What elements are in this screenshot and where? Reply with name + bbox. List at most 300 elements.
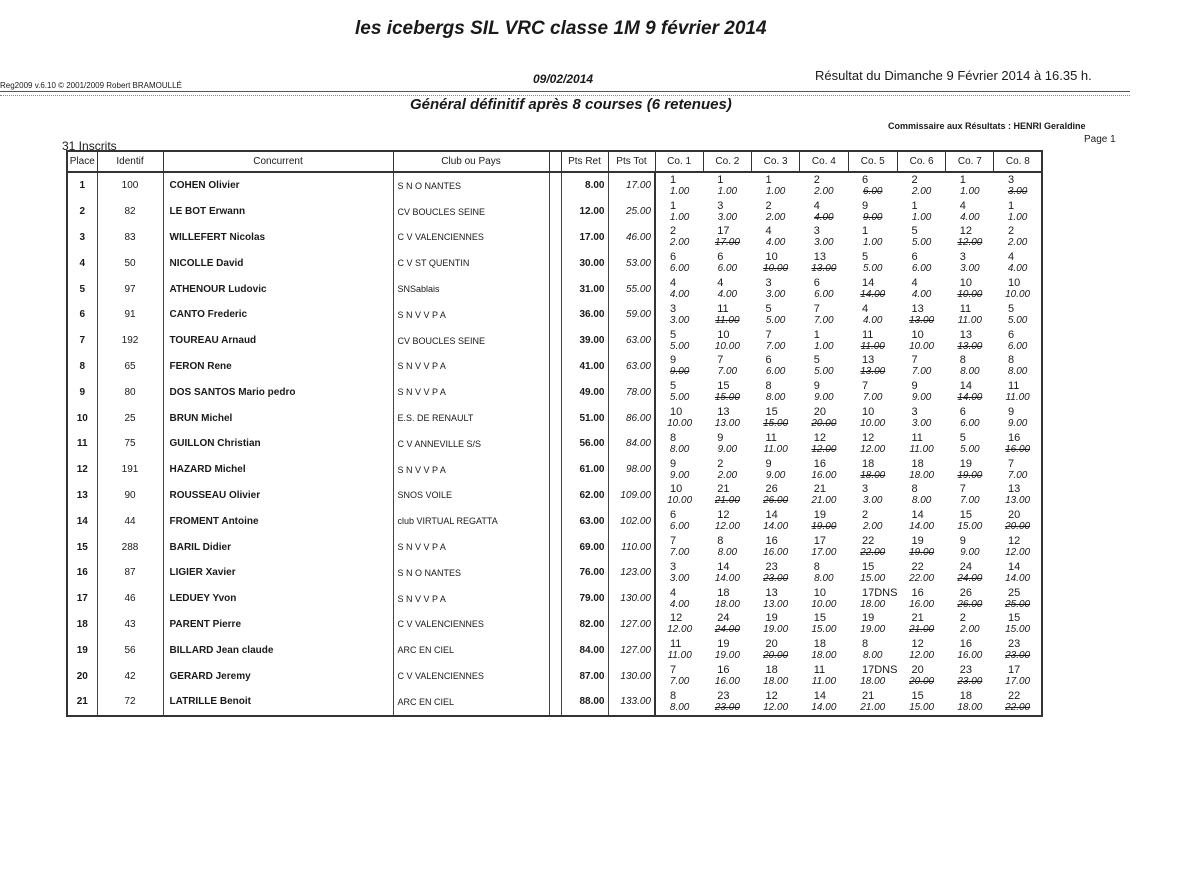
cell-course-2: [703, 508, 751, 534]
course-points: 15.00: [1005, 624, 1031, 636]
cell-course-7: [946, 431, 994, 457]
course-rank: 5: [765, 302, 772, 315]
course-points: 11.00: [811, 676, 837, 688]
cell-course-4: [800, 586, 848, 612]
header-club: Club ou Pays: [393, 151, 549, 172]
course-rank: 9: [717, 431, 724, 444]
cell-course-3: [752, 225, 800, 251]
page-title: les icebergs SIL VRC classe 1M 9 février 2014: [355, 18, 767, 39]
course-rank: 2: [1007, 225, 1015, 238]
cell-course-8: [994, 172, 1042, 199]
course-points-discarded: 23.00: [957, 676, 983, 688]
course-rank: 10: [670, 406, 683, 419]
cell-place: 12: [67, 457, 97, 483]
cell-spacer: [549, 354, 561, 380]
course-points: 7.00: [863, 392, 883, 404]
course-points: 1.00: [669, 211, 690, 223]
cell-pts-ret: 39.00: [561, 328, 608, 354]
course-points: 11.00: [667, 650, 692, 662]
cell-course-2: [703, 534, 751, 560]
course-rank: 8: [911, 483, 918, 496]
course-points: 4.00: [1007, 263, 1028, 275]
cell-course-7: [946, 172, 994, 199]
table-row: [67, 508, 1042, 534]
course-points: 9.00: [911, 392, 932, 404]
course-rank: 3: [765, 277, 772, 290]
software-credit: Reg2009 v.6.10 © 2001/2009 Robert BRAMOULLÉ: [0, 81, 182, 90]
cell-pts-tot: 86.00: [608, 405, 655, 431]
cell-place: 16: [67, 560, 97, 586]
cell-course-3: [752, 172, 800, 199]
cell-concurrent: GERARD Jeremy: [163, 663, 393, 689]
course-points: 9.00: [717, 443, 738, 455]
course-points: 13.00: [714, 418, 740, 430]
cell-course-3: [752, 508, 800, 534]
cell-club: SNSablais: [393, 276, 549, 302]
cell-course-3: [752, 431, 800, 457]
course-rank: 3: [1007, 173, 1015, 186]
course-points: 16.00: [763, 547, 789, 559]
course-rank: 11: [959, 302, 972, 315]
cell-course-6: [897, 405, 945, 431]
course-rank: 7: [1007, 457, 1015, 470]
cell-course-4: [800, 431, 848, 457]
course-points: 18.00: [860, 676, 886, 688]
course-rank: 9: [862, 199, 869, 212]
cell-club: S N V V P A: [393, 586, 549, 612]
cell-course-5: [848, 379, 897, 405]
course-points: 11.00: [763, 443, 788, 455]
cell-course-3: [752, 637, 800, 663]
course-rank: 18: [765, 664, 778, 677]
course-rank: 18: [959, 689, 972, 702]
course-points: 4.00: [717, 289, 738, 301]
cell-course-1: [655, 379, 703, 405]
course-rank: 26: [765, 483, 778, 496]
cell-course-8: [994, 199, 1042, 225]
course-rank: 13: [1007, 483, 1021, 496]
course-rank: 20: [911, 664, 924, 677]
cell-spacer: [549, 508, 561, 534]
cell-spacer: [549, 663, 561, 689]
course-rank: 19: [862, 612, 875, 625]
cell-place: 6: [67, 302, 97, 328]
course-rank: 22: [911, 560, 924, 573]
course-rank: 11: [717, 302, 729, 315]
cell-course-5: [848, 328, 897, 354]
course-points-discarded: 20.00: [909, 676, 935, 688]
header-concurrent: Concurrent: [163, 151, 393, 172]
cell-course-6: [897, 483, 945, 509]
cell-course-4: [800, 560, 848, 586]
course-rank: 4: [911, 277, 918, 290]
course-points: 16.00: [811, 469, 837, 481]
cell-pts-tot: 109.00: [608, 483, 655, 509]
cell-course-3: [752, 612, 800, 638]
table-row: [67, 302, 1042, 328]
course-points: 18.00: [714, 598, 740, 610]
cell-course-6: [897, 172, 945, 199]
cell-course-4: [800, 172, 848, 199]
course-rank: 19: [717, 638, 730, 651]
course-rank: 18: [911, 457, 924, 470]
cell-course-4: [800, 250, 848, 276]
header-co5: Co. 5: [848, 151, 897, 172]
course-points: 18.00: [909, 469, 935, 481]
course-rank: 11: [911, 431, 923, 444]
cell-course-2: [703, 379, 751, 405]
course-rank: 9: [670, 457, 677, 470]
cell-spacer: [549, 172, 561, 199]
cell-pts-ret: 51.00: [561, 405, 608, 431]
course-points: 9.00: [960, 547, 980, 559]
cell-place: 17: [67, 586, 97, 612]
course-points-discarded: 18.00: [860, 469, 886, 481]
cell-identif: 50: [97, 250, 163, 276]
course-points-discarded: 10.00: [957, 289, 983, 301]
course-rank: 9: [911, 380, 918, 393]
course-rank: 11: [862, 328, 874, 341]
cell-course-3: [752, 586, 800, 612]
cell-course-7: [946, 302, 994, 328]
course-points-discarded: 15.00: [763, 418, 789, 430]
cell-identif: 87: [97, 560, 163, 586]
course-rank: 2: [717, 457, 724, 470]
course-points: 2.00: [669, 237, 690, 249]
cell-course-3: [752, 483, 800, 509]
cell-identif: 65: [97, 354, 163, 380]
course-points-discarded: 6.00: [863, 185, 883, 197]
cell-course-1: [655, 225, 703, 251]
course-points: 12.00: [714, 521, 740, 533]
cell-pts-ret: 56.00: [561, 431, 608, 457]
course-rank: 6: [959, 406, 966, 419]
course-points-discarded: 23.00: [763, 572, 789, 584]
course-rank: 13: [959, 328, 972, 341]
cell-course-4: [800, 225, 848, 251]
cell-course-2: [703, 199, 751, 225]
course-points: 5.00: [814, 366, 834, 378]
cell-course-1: [655, 328, 703, 354]
cell-course-8: [994, 689, 1042, 716]
course-rank: 12: [959, 225, 972, 238]
cell-course-2: [703, 457, 751, 483]
cell-course-3: [752, 457, 800, 483]
cell-pts-ret: 79.00: [561, 586, 608, 612]
course-rank: 15: [959, 509, 972, 522]
cell-pts-ret: 30.00: [561, 250, 608, 276]
table-row: [67, 689, 1042, 716]
course-points: 7.00: [717, 366, 738, 378]
course-points: 3.00: [765, 289, 786, 301]
cell-pts-ret: 31.00: [561, 276, 608, 302]
cell-spacer: [549, 302, 561, 328]
course-rank: 18: [813, 638, 826, 651]
course-points: 6.00: [911, 263, 932, 275]
course-points-discarded: 23.00: [714, 701, 740, 713]
course-rank: 19: [959, 457, 972, 470]
cell-course-6: [897, 560, 945, 586]
course-rank: 22: [1007, 689, 1021, 702]
course-rank: 1: [862, 225, 869, 238]
cell-pts-tot: 78.00: [608, 379, 655, 405]
table-row: [67, 225, 1042, 251]
course-points: 3.00: [911, 418, 932, 430]
cell-spacer: [549, 431, 561, 457]
course-rank: 11: [670, 638, 682, 651]
course-points-discarded: 13.00: [811, 263, 837, 275]
course-points: 2.00: [911, 185, 932, 197]
cell-course-4: [800, 637, 848, 663]
course-points: 15.00: [909, 701, 935, 713]
course-rank: 15: [1007, 612, 1021, 625]
cell-course-3: [752, 534, 800, 560]
course-rank: 4: [765, 225, 772, 238]
cell-concurrent: BRUN Michel: [163, 405, 393, 431]
course-points: 12.00: [1005, 547, 1031, 559]
cell-course-3: [752, 302, 800, 328]
cell-pts-ret: 63.00: [561, 508, 608, 534]
cell-course-1: [655, 483, 703, 509]
cell-spacer: [549, 457, 561, 483]
course-points: 8.00: [960, 366, 980, 378]
course-points: 18.00: [811, 650, 837, 662]
course-points: 11.00: [1005, 392, 1030, 404]
cell-identif: 43: [97, 612, 163, 638]
cell-course-7: [946, 637, 994, 663]
course-rank: 12: [717, 509, 730, 522]
table-row: [67, 379, 1042, 405]
cell-course-6: [897, 276, 945, 302]
cell-pts-tot: 133.00: [608, 689, 655, 716]
course-rank: 4: [959, 199, 966, 212]
cell-pts-tot: 127.00: [608, 612, 655, 638]
cell-course-7: [946, 276, 994, 302]
cell-course-4: [800, 328, 848, 354]
header-co1: Co. 1: [655, 151, 703, 172]
cell-concurrent: LATRILLE Benoit: [163, 689, 393, 716]
cell-place: 8: [67, 354, 97, 380]
course-rank: 18: [862, 457, 875, 470]
course-rank: 5: [670, 328, 677, 341]
cell-concurrent: CANTO Frederic: [163, 302, 393, 328]
cell-identif: 72: [97, 689, 163, 716]
cell-spacer: [549, 637, 561, 663]
course-points: 11.00: [957, 314, 982, 326]
cell-course-3: [752, 328, 800, 354]
course-rank: 7: [862, 380, 869, 393]
course-points: 18.00: [957, 701, 983, 713]
cell-place: 21: [67, 689, 97, 716]
table-row: [67, 172, 1042, 199]
cell-course-7: [946, 663, 994, 689]
course-rank: 15: [813, 612, 826, 625]
cell-course-7: [946, 534, 994, 560]
cell-club: CV BOUCLES SEINE: [393, 328, 549, 354]
cell-place: 2: [67, 199, 97, 225]
cell-spacer: [549, 328, 561, 354]
course-points-discarded: 22.00: [1005, 701, 1031, 713]
course-rank: 9: [959, 535, 966, 548]
cell-pts-tot: 17.00: [608, 172, 655, 199]
cell-pts-ret: 36.00: [561, 302, 608, 328]
cell-course-2: [703, 405, 751, 431]
cell-identif: 56: [97, 637, 163, 663]
course-points: 6.00: [669, 521, 690, 533]
cell-course-1: [655, 457, 703, 483]
cell-identif: 192: [97, 328, 163, 354]
cell-concurrent: LEDUEY Yvon: [163, 586, 393, 612]
cell-pts-ret: 61.00: [561, 457, 608, 483]
cell-identif: 191: [97, 457, 163, 483]
registrant-count: 31 Inscrits: [62, 139, 117, 153]
course-points-discarded: 16.00: [1005, 443, 1031, 455]
cell-identif: 288: [97, 534, 163, 560]
cell-course-2: [703, 483, 751, 509]
course-points: 9.00: [814, 392, 834, 404]
course-rank: 5: [813, 354, 820, 367]
table-row: [67, 612, 1042, 638]
cell-course-7: [946, 457, 994, 483]
cell-place: 5: [67, 276, 97, 302]
cell-course-5: [848, 560, 897, 586]
cell-club: SNOS VOILE: [393, 483, 549, 509]
course-points: 8.00: [1007, 366, 1028, 378]
course-points: 9.00: [765, 469, 786, 481]
cell-pts-ret: 49.00: [561, 379, 608, 405]
course-points: 21.00: [811, 495, 837, 507]
cell-course-4: [800, 457, 848, 483]
course-points: 12.00: [909, 650, 935, 662]
cell-pts-tot: 127.00: [608, 637, 655, 663]
cell-course-8: [994, 663, 1042, 689]
cell-club: C V VALENCIENNES: [393, 225, 549, 251]
header-identif: Identif: [97, 151, 163, 172]
cell-course-7: [946, 354, 994, 380]
course-rank: 8: [959, 354, 966, 367]
cell-course-5: [848, 302, 897, 328]
course-rank: 10: [765, 251, 778, 264]
table-row: [67, 483, 1042, 509]
course-rank: 3: [911, 406, 918, 419]
cell-club: E.S. DE RENAULT: [393, 405, 549, 431]
cell-club: S N V V P A: [393, 302, 549, 328]
cell-spacer: [549, 483, 561, 509]
cell-course-1: [655, 172, 703, 199]
cell-pts-tot: 63.00: [608, 328, 655, 354]
cell-identif: 42: [97, 663, 163, 689]
course-points: 7.00: [960, 495, 980, 507]
course-points: 5.00: [669, 340, 690, 352]
cell-course-3: [752, 354, 800, 380]
course-rank: 17DNS: [862, 664, 898, 677]
course-points-discarded: 19.00: [909, 547, 935, 559]
cell-place: 10: [67, 405, 97, 431]
course-points: 1.00: [669, 185, 690, 197]
course-points: 17.00: [811, 547, 837, 559]
course-points: 3.00: [669, 572, 690, 584]
course-rank: 10: [959, 277, 972, 290]
cell-course-5: [848, 225, 897, 251]
course-points: 6.00: [814, 289, 834, 301]
cell-club: S N V V P A: [393, 457, 549, 483]
cell-course-7: [946, 225, 994, 251]
course-points: 14.00: [714, 572, 740, 584]
cell-course-2: [703, 612, 751, 638]
cell-course-8: [994, 431, 1042, 457]
course-rank: 12: [911, 638, 924, 651]
course-points: 14.00: [763, 521, 789, 533]
table-row: [67, 405, 1042, 431]
cell-course-2: [703, 637, 751, 663]
cell-club: C V VALENCIENNES: [393, 663, 549, 689]
cell-course-5: [848, 663, 897, 689]
cell-course-7: [946, 612, 994, 638]
course-rank: 6: [1007, 328, 1015, 341]
cell-course-2: [703, 586, 751, 612]
cell-course-5: [848, 250, 897, 276]
course-points: 3.00: [960, 263, 980, 275]
cell-course-4: [800, 379, 848, 405]
cell-course-3: [752, 250, 800, 276]
cell-spacer: [549, 379, 561, 405]
cell-course-6: [897, 637, 945, 663]
cell-pts-ret: 62.00: [561, 483, 608, 509]
course-rank: 23: [717, 689, 730, 702]
cell-identif: 44: [97, 508, 163, 534]
cell-course-8: [994, 534, 1042, 560]
cell-place: 1: [67, 172, 97, 199]
course-rank: 24: [717, 612, 730, 625]
course-points: 22.00: [909, 572, 935, 584]
course-points: 7.00: [911, 366, 932, 378]
course-points: 8.00: [863, 650, 883, 662]
cell-course-2: [703, 354, 751, 380]
course-points: 1.00: [911, 211, 932, 223]
course-rank: 1: [959, 173, 966, 186]
course-points: 5.00: [765, 314, 786, 326]
course-rank: 7: [813, 302, 820, 315]
cell-course-8: [994, 225, 1042, 251]
cell-concurrent: BARIL Didier: [163, 534, 393, 560]
course-points: 10.00: [667, 495, 693, 507]
course-points: 10.00: [667, 418, 693, 430]
course-rank: 3: [813, 225, 820, 238]
course-points: 14.00: [909, 521, 935, 533]
cell-pts-tot: 102.00: [608, 508, 655, 534]
course-rank: 5: [670, 380, 677, 393]
cell-course-1: [655, 508, 703, 534]
table-row: [67, 276, 1042, 302]
course-rank: 1: [670, 173, 677, 186]
cell-spacer: [549, 534, 561, 560]
cell-course-7: [946, 560, 994, 586]
cell-identif: 100: [97, 172, 163, 199]
cell-place: 18: [67, 612, 97, 638]
course-rank: 15: [717, 380, 730, 393]
course-rank: 7: [717, 354, 724, 367]
cell-course-4: [800, 354, 848, 380]
cell-course-6: [897, 586, 945, 612]
course-rank: 19: [813, 509, 826, 522]
cell-course-6: [897, 379, 945, 405]
cell-course-6: [897, 612, 945, 638]
course-points: 4.00: [960, 211, 980, 223]
cell-pts-ret: 82.00: [561, 612, 608, 638]
course-points: 7.00: [669, 547, 690, 559]
course-rank: 4: [670, 586, 677, 599]
course-points: 3.00: [863, 495, 883, 507]
